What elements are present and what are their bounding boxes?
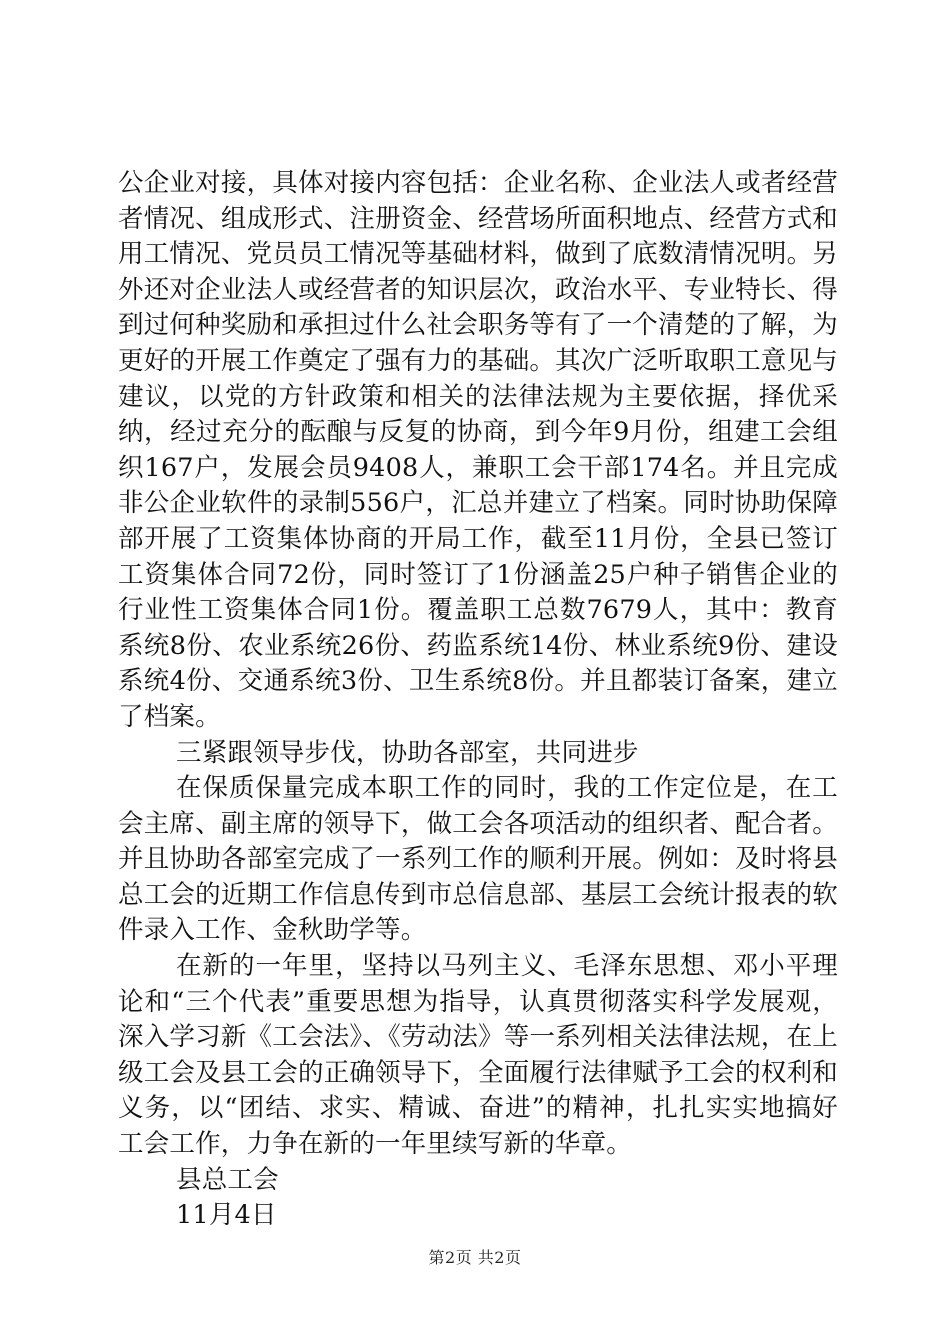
signature-date: 11月4日 (176, 1200, 277, 1231)
paragraph-continuation: 公企业对接，具体对接内容包括：企业名称、企业法人或者经营者情况、组成形式、注册资金、经营场所面积地点、经营方式和用工情况、党员员工情况等基础材料，做到了底数清情况明。另外还对企业法人或经营者的知识层次，政治水平、专业特长、得到过何种奖励和承担过什么社会职务等有了一个清楚的了解，为更好的开展工作奠定了强有力的基础。其次广泛听取职工意见与建议，以党的方针政策和相关的法律法规为主要依据，择优采纳，经过充分的酝酿与反复的协商，到今年9月份，组建工会组织167户，发展会员9408人，兼职工会干部174名。并且完成非公企业软件的录制556户，汇总并建立了档案。同时协助保障部开展了工资集体协商的开局工作，截至11月份，全县已签订工资集体合同72份，同时签订了1份涵盖25户种子销售企业的行业性工资集体合同1份。覆盖职工总数7679人，其中：教育系统8份、农业系统26份、药监系统14份、林业系统9份、建设系统4份、交通系统3份、卫生系统8份。并且都装订备案，建立了档案。 (118, 168, 838, 732)
page-number-footer: 第2页 共2页 (428, 1248, 522, 1267)
paragraph-work-position: 在保质保量完成本职工作的同时，我的工作定位是，在工会主席、副主席的领导下，做工会各项活动的组织者、配合者。并且协助各部室完成了一系列工作的顺利开展。例如：及时将县总工会的近期工作信息传到市总信息部、基层工会统计报表的软件录入工作、金秋助学等。 (118, 773, 838, 946)
document-body (118, 166, 838, 1234)
signature-organization: 县总工会 (176, 1164, 279, 1195)
section-heading: 三紧跟领导步伐，协助各部室，共同进步 (176, 737, 639, 768)
paragraph-new-year: 在新的一年里，坚持以马列主义、毛泽东思想、邓小平理论和“三个代表”重要思想为指导，认真贯彻落实科学发展观，深入学习新《工会法》、《劳动法》等一系列相关法律法规，在上级工会及县工会的正确领导下，全面履行法律赋予工会的权利和义务，以“团结、求实、精诚、奋进”的精神，扎扎实实地搞好工会工作，力争在新的一年里续写新的华章。 (118, 951, 838, 1160)
